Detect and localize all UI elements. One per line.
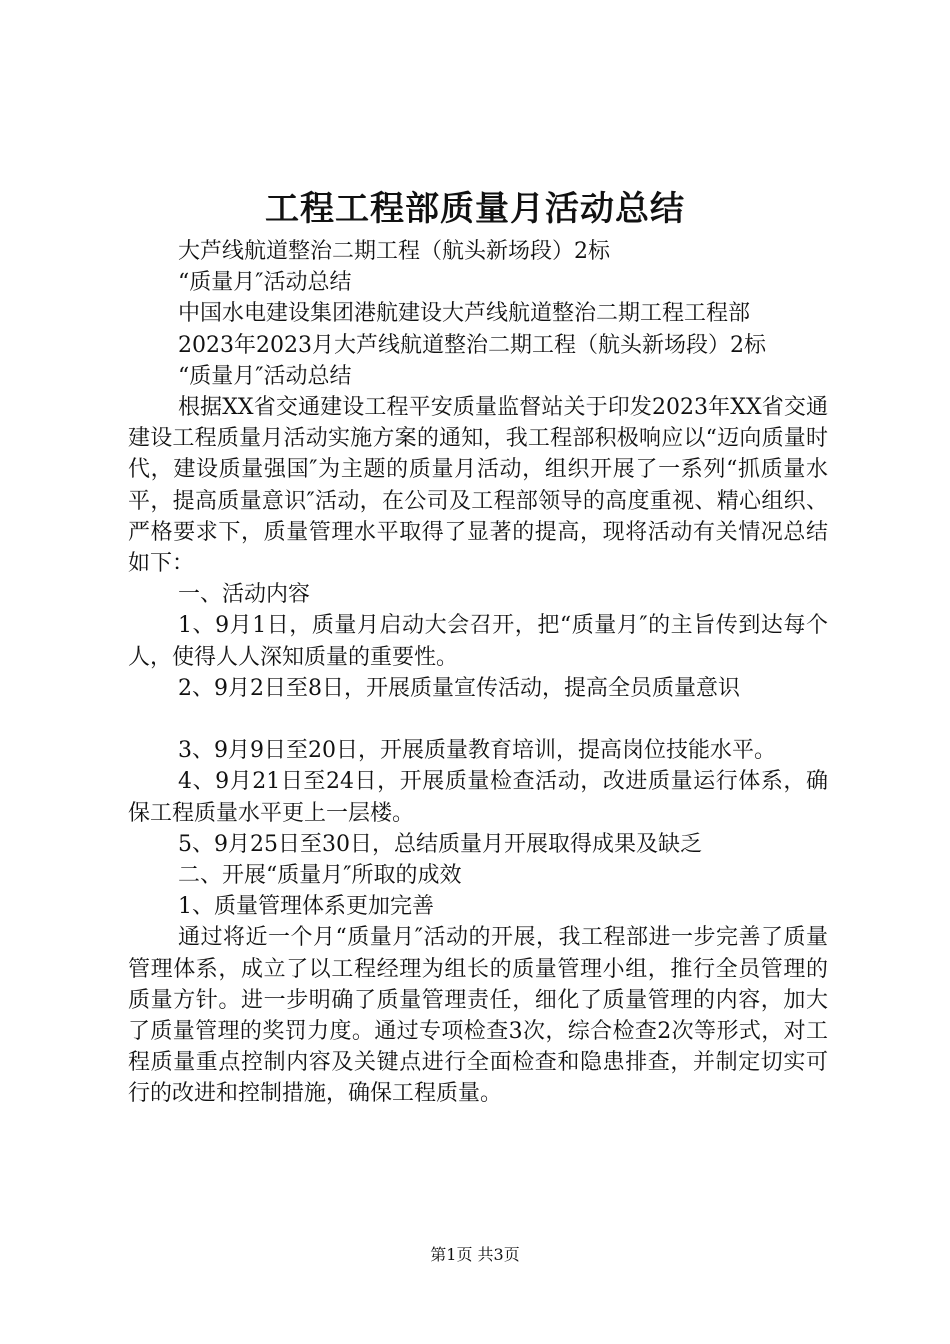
result-heading-1: 1、质量管理体系更加完善 — [178, 894, 434, 920]
project-name-line: 大芦线航道整治二期工程（航头新场段）2标 — [178, 239, 610, 264]
intro-paragraph: 根据XX省交通建设工程平安质量监督站关于印发2023年XX省交通建设工程质量月活动实施方案的通知，我工程部积极响应以“迈向质量时代，建设质量强国″为主题的质量月活动，组织开展了一系列“抓质量水平，提高质量意识″活动，在公司及工程部领导的高度重视、精心组织、严格要求下，质量管理水平取得了显著的提高，现将活动有关情况总结如下： — [128, 395, 828, 577]
section-heading-results: 二、开展“质量月″所取的成效 — [178, 863, 462, 889]
organization-line: 中国水电建设集团港航建设大芦线航道整治二期工程工程部 — [178, 301, 751, 327]
activity-item-2: 2、9月2日至8日，开展质量宣传活动，提高全员质量意识 — [178, 675, 740, 701]
subtitle-line-repeat: “质量月″活动总结 — [178, 363, 352, 389]
date-project-line: 2023年2023月大芦线航道整治二期工程（航头新场段）2标 — [178, 332, 766, 358]
blank-line — [128, 704, 828, 735]
activity-item-1: 1、9月1日，质量月启动大会召开，把“质量月″的主旨传到达每个人，使得人人深知质量的重要性。 — [128, 613, 828, 670]
activity-item-4: 4、9月21日至24日，开展质量检查活动，改进质量运行体系，确保工程质量水平更上一层楼。 — [128, 769, 828, 826]
page-title: 工程工程部质量月活动总结 — [265, 189, 685, 229]
activity-item-3: 3、9月9日至20日，开展质量教育培训，提高岗位技能水平。 — [178, 738, 776, 764]
subtitle-line: “质量月″活动总结 — [178, 270, 352, 296]
result-paragraph-1: 通过将近一个月“质量月″活动的开展，我工程部进一步完善了质量管理体系，成立了以工程经理为组长的质量管理小组，推行全员管理的质量方针。进一步明确了质量管理责任，细化了质量管理的内容，加大了质量管理的奖罚力度。通过专项检查3次，综合检查2次等形式，对工程质量重点控制内容及关键点进行全面检查和隐患排查，并制定切实可行的改进和控制措施，确保工程质量。 — [128, 925, 828, 1107]
page-footer: 第1页 共3页 — [430, 1245, 520, 1264]
document-body — [128, 236, 828, 1110]
section-heading-activities: 一、活动内容 — [178, 582, 311, 608]
activity-item-5: 5、9月25日至30日，总结质量月开展取得成果及缺乏 — [178, 831, 702, 857]
